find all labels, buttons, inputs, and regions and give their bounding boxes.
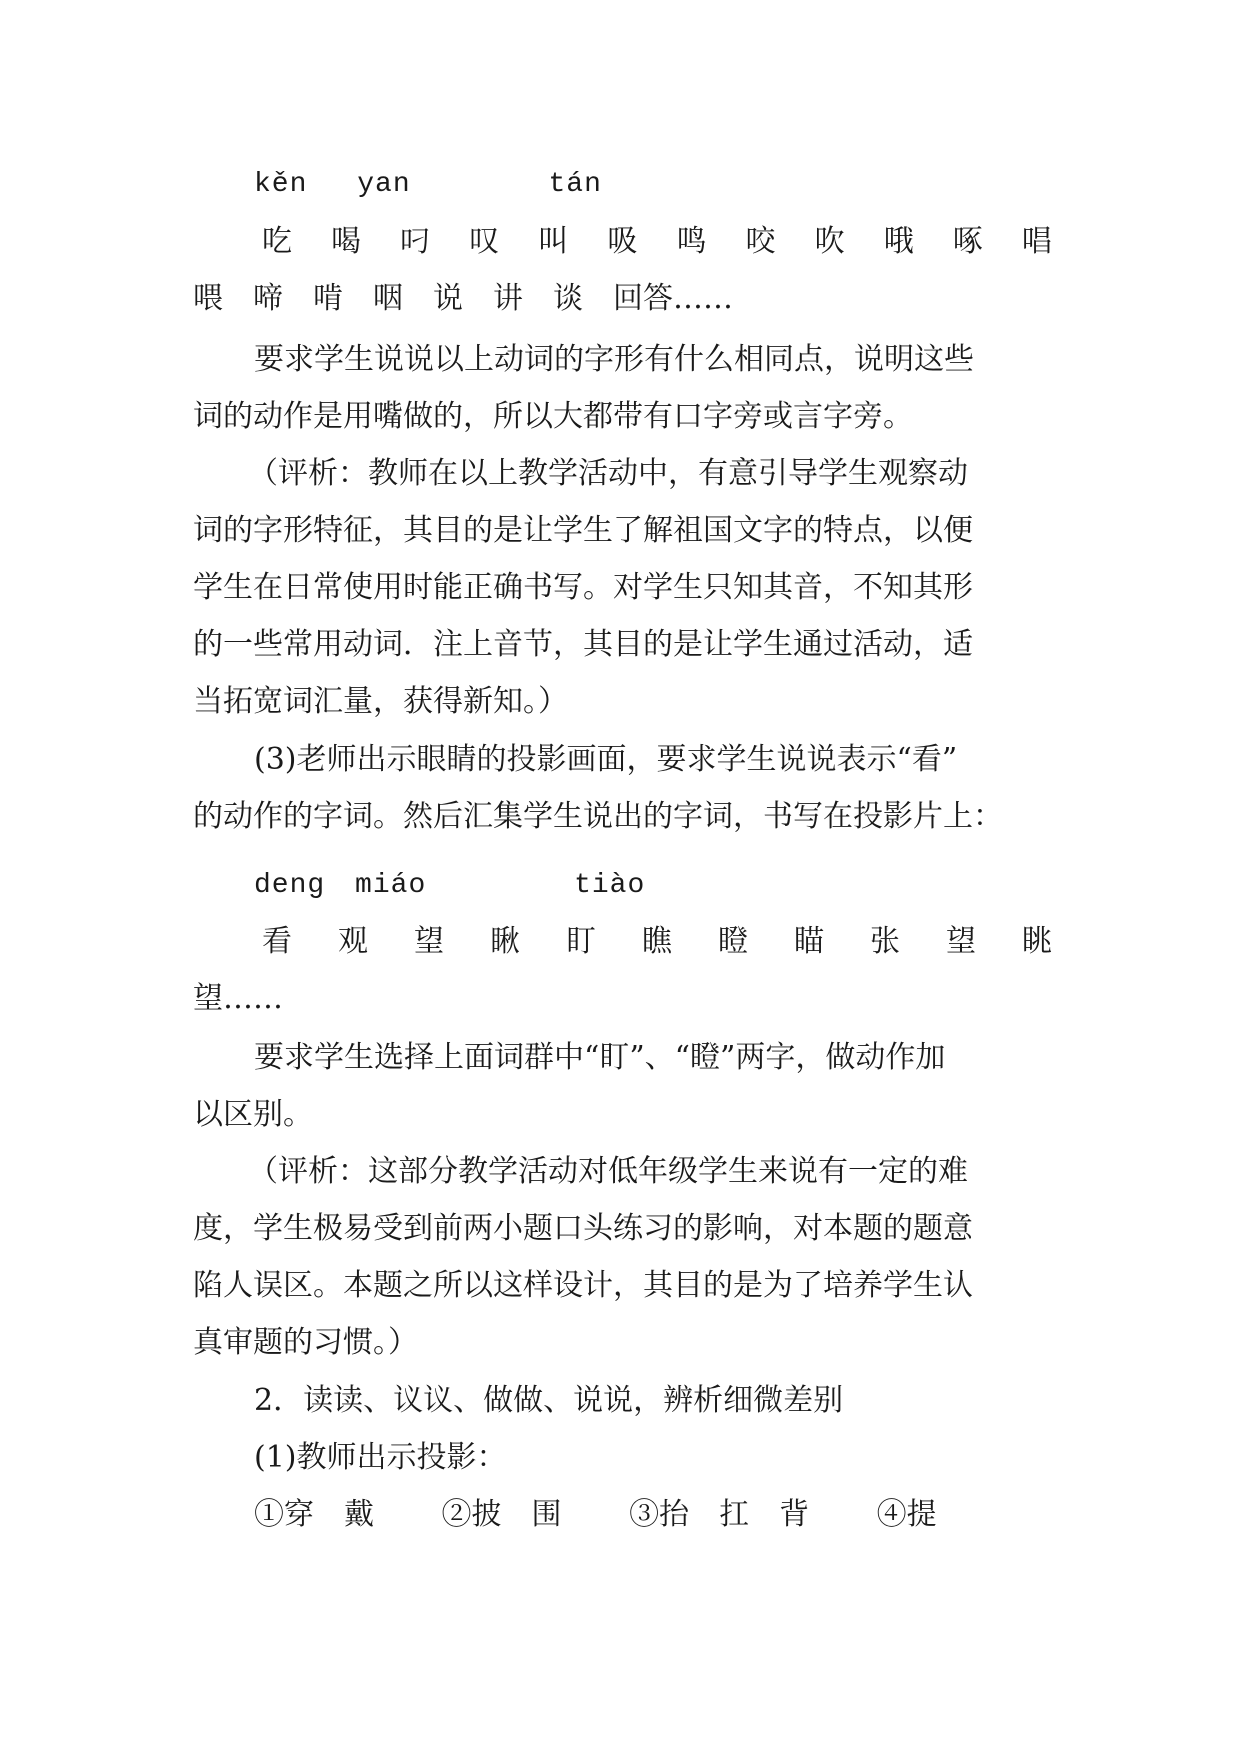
- paragraph-line: (3)老师出示眼睛的投影画面，要求学生说说表示“看”: [254, 742, 958, 777]
- option-item: ③抬 扛 背: [629, 1497, 810, 1532]
- pinyin-deng: deng: [254, 870, 326, 901]
- option-item: ②披 围: [441, 1497, 562, 1532]
- verb-item: 鸣: [676, 224, 707, 259]
- verb-item: 眺: [1022, 924, 1052, 959]
- pinyin-tiao: tiào: [574, 870, 646, 901]
- verb-item: 啄: [952, 224, 983, 259]
- verb-item: 看: [262, 924, 292, 959]
- option-item: ①穿 戴: [254, 1497, 374, 1532]
- paragraph-line: 度，学生极易受到前两小题口头练习的影响，对本题的题意: [193, 1211, 973, 1246]
- verb-item: 观: [338, 924, 368, 959]
- verb-item: 张: [870, 924, 900, 959]
- pinyin-row: [254, 165, 602, 205]
- verb-item: 望: [946, 924, 976, 959]
- subsection-heading: (1)教师出示投影：: [254, 1440, 507, 1475]
- paragraph-line: 以区别。: [193, 1097, 313, 1132]
- paragraph-line: 要求学生说说以上动词的字形有什么相同点，说明这些: [254, 342, 974, 377]
- pinyin-tan: tán: [548, 169, 602, 200]
- paragraph-line: 当拓宽词汇量，获得新知。）: [193, 684, 568, 719]
- verb-item: 盯: [566, 924, 596, 959]
- paragraph-line: （评析：这部分教学活动对低年级学生来说有一定的难: [248, 1154, 968, 1189]
- verb-item: 瞧: [642, 924, 672, 959]
- verb-item: 瞪: [718, 924, 748, 959]
- verb-item: 吸: [607, 224, 638, 259]
- verb-item: 叫: [538, 224, 569, 259]
- verb-list-eye: [262, 922, 1052, 962]
- section-heading: 2．读读、议议、做做、说说，辨析细微差别: [254, 1383, 844, 1418]
- verb-list-eye-cont: 望……: [193, 981, 283, 1016]
- verb-item: 叼: [400, 224, 431, 259]
- paragraph-line: 学生在日常使用时能正确书写。对学生只知其音，不知其形: [193, 570, 973, 605]
- paragraph-line: 真审题的习惯。）: [193, 1325, 418, 1360]
- verb-list-mouth-cont: 喂 啼 啃 咽 说 讲 谈 回答……: [193, 281, 733, 316]
- paragraph-line: 要求学生选择上面词群中“盯”、“瞪”两字，做动作加: [254, 1040, 946, 1075]
- verb-item: 望: [414, 924, 444, 959]
- pinyin-miao: miáo: [355, 870, 427, 901]
- paragraph-line: 陷人误区。本题之所以这样设计，其目的是为了培养学生认: [193, 1268, 973, 1303]
- verb-item: 瞄: [794, 924, 824, 959]
- paragraph-line: 词的动作是用嘴做的，所以大都带有口字旁或言字旁。: [193, 399, 913, 434]
- paragraph-line: （评析：教师在以上教学活动中，有意引导学生观察动: [248, 456, 968, 491]
- verb-item: 唱: [1021, 224, 1052, 259]
- verb-list-mouth: [262, 222, 1052, 262]
- verb-item: 吃: [262, 224, 292, 259]
- verb-item: 叹: [469, 224, 500, 259]
- verb-item: 哦: [883, 224, 914, 259]
- verb-item: 咬: [745, 224, 776, 259]
- paragraph-line: 的一些常用动词．注上音节，其目的是让学生通过活动，适: [193, 627, 973, 662]
- verb-item: 吹: [814, 224, 845, 259]
- paragraph-line: 的动作的字词。然后汇集学生说出的字词，书写在投影片上：: [193, 799, 1003, 834]
- pinyin-row: [254, 866, 645, 906]
- pinyin-ken: kěn: [254, 169, 308, 200]
- verb-item: 喝: [331, 224, 362, 259]
- verb-item: 瞅: [490, 924, 520, 959]
- option-list: [254, 1495, 937, 1535]
- paragraph-line: 词的字形特征，其目的是让学生了解祖国文字的特点，以便: [193, 513, 973, 548]
- pinyin-yan: yan: [357, 169, 411, 200]
- option-item: ④提: [876, 1497, 937, 1532]
